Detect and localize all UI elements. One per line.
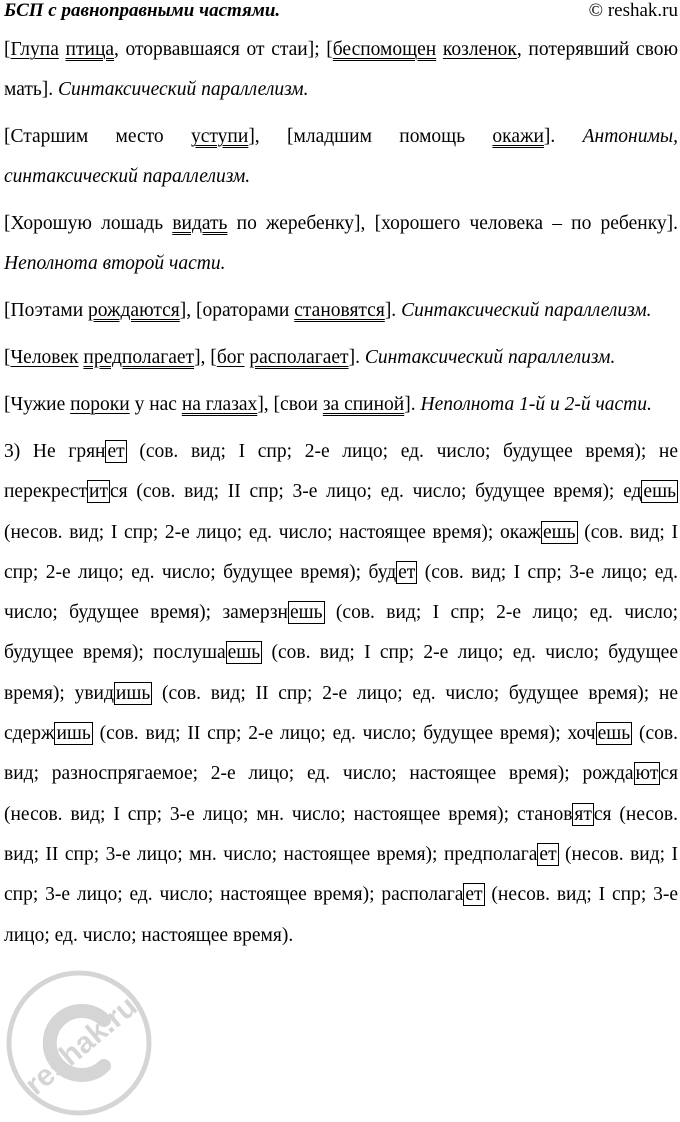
verb-ending: ешь (597, 723, 631, 745)
verb-entry: хоч ешь (сов. вид; разноспрягаемое; 2-е лицо; ед. число; настоящее время); (4, 723, 678, 785)
predicate: становятся (294, 300, 385, 321)
predicate: располагает (249, 347, 349, 368)
predicate: предполагает (83, 347, 195, 368)
verb-ending: ешь (543, 521, 576, 543)
section-title: БСП с равноправными частями. (4, 0, 281, 21)
verb-entry: замерзн ешь (сов. вид; I спр; 2-е лицо; ед. число; будущее время); (4, 602, 679, 664)
subject: бог (216, 347, 245, 368)
verb-entry: окаж ешь (сов. вид; I спр; 2-е лицо; ед. число; будущее время); (4, 521, 678, 583)
site-credit: © reshak.ru (588, 0, 678, 21)
subject: Глупа (10, 39, 59, 60)
verb-entry: послуша ешь (сов. вид; I спр; 2-е лицо; ед. число; будущее время); (4, 642, 678, 704)
sentence-analysis-6: [Чужие пороки у нас на глазах], [свои за спиной]. Неполнота 1-й и 2-й части. (4, 394, 652, 415)
verb-entry: располага ет (несов. вид; I спр; 3-е лицо; ед. число; настоящее время). (4, 884, 678, 946)
verb-ending: ет (539, 843, 557, 865)
sentence-analysis-4: [Поэтами рождаются], [ораторами становятся]. Синтаксический параллелизм. (4, 300, 652, 321)
predicate: рождаются (88, 300, 180, 321)
verb-entry: рожда ют ся (несов. вид; I спр; 3-е лицо; мн. число; настоящее время); (4, 763, 678, 825)
verb-ending: ешь (227, 642, 261, 664)
verb-ending: ит (89, 481, 109, 503)
verb-entry: станов ят ся (несов. вид; II спр; 3-е лицо; мн. число; настоящее время); (4, 803, 678, 865)
verb-ending: ешь (643, 481, 676, 503)
analysis-note: Синтаксический параллелизм. (401, 300, 652, 321)
analysis-note: Синтаксический параллелизм. (364, 347, 616, 368)
verb-entry: ед ешь (несов. вид; I спр; 2-е лицо; ед. число; настоящее время); (4, 481, 676, 543)
verb-ending: ишь (115, 682, 151, 704)
analysis-note: Антонимы, синтаксический параллелизм. (4, 126, 678, 187)
document-page (4, 0, 678, 956)
verb-entry: 3) Не грян ет (сов. вид; I спр; 2-е лицо; ед. число; будущее время); (4, 441, 659, 462)
watermark-text: reshak.ru (18, 989, 144, 1102)
analysis-note: Синтаксический параллелизм. (58, 79, 309, 100)
verb-ending: ешь (289, 602, 323, 624)
subject: козленок (442, 39, 517, 60)
predicate: видать (172, 213, 228, 234)
verb-entry: увид ишь (сов. вид; II спр; 2-е лицо; ед. число; будущее время); (74, 682, 659, 704)
verb-analysis (4, 432, 678, 956)
subject: Человек (10, 347, 79, 368)
verb-ending: ят (574, 803, 592, 825)
predicate: уступи (191, 126, 249, 147)
sentence-analysis-5: [Человек предполагает], [бог располагает]. Синтаксический параллелизм. (4, 347, 616, 368)
verb-ending: ет (107, 441, 125, 462)
header (4, 0, 678, 30)
verb-ending: ет (398, 561, 416, 583)
predicate: окажи (492, 126, 544, 147)
subject: пороки (70, 394, 130, 415)
predicate: за спиной (322, 394, 405, 415)
verb-ending: ишь (56, 723, 91, 745)
verb-entry: буд ет (сов. вид; I спр; 3-е лицо; ед. число; будущее время); (4, 561, 678, 624)
verb-entry: не перекрест ит ся (сов. вид; II спр; 3-е лицо; ед. число; будущее время); (4, 441, 678, 503)
sentence-analysis-2: [Старшим место уступи], [младшим помощь окажи]. Антонимы, синтаксический параллелизм. (4, 126, 678, 187)
verb-entry: предполага ет (несов. вид; I спр; 3-е лицо; ед. число; настоящее время); (4, 843, 678, 906)
verb-ending: ет (465, 884, 483, 906)
sentence-analysis-1: [Глупа птица, оторвавшаяся от стаи]; [беспомощен козленок, потерявший свою мать]. Синтаксический параллелизм. (4, 39, 679, 100)
analysis-note: Неполнота второй части. (4, 253, 226, 274)
predicate: птица (65, 39, 115, 60)
sentence-analysis-3: [Хорошую лошадь видать по жеребенку], [хорошего человека – по ребенку]. Неполнота второй части. (4, 213, 679, 274)
analysis-note: Неполнота 1-й и 2-й части. (420, 394, 652, 415)
predicate: на глазах (181, 394, 258, 415)
verb-ending: ют (635, 763, 659, 785)
predicate: беспомощен (332, 39, 437, 60)
watermark-logo (4, 968, 154, 1118)
verb-entry: не сдерж ишь (сов. вид; II спр; 2-е лицо; ед. число; будущее время); (4, 682, 678, 745)
